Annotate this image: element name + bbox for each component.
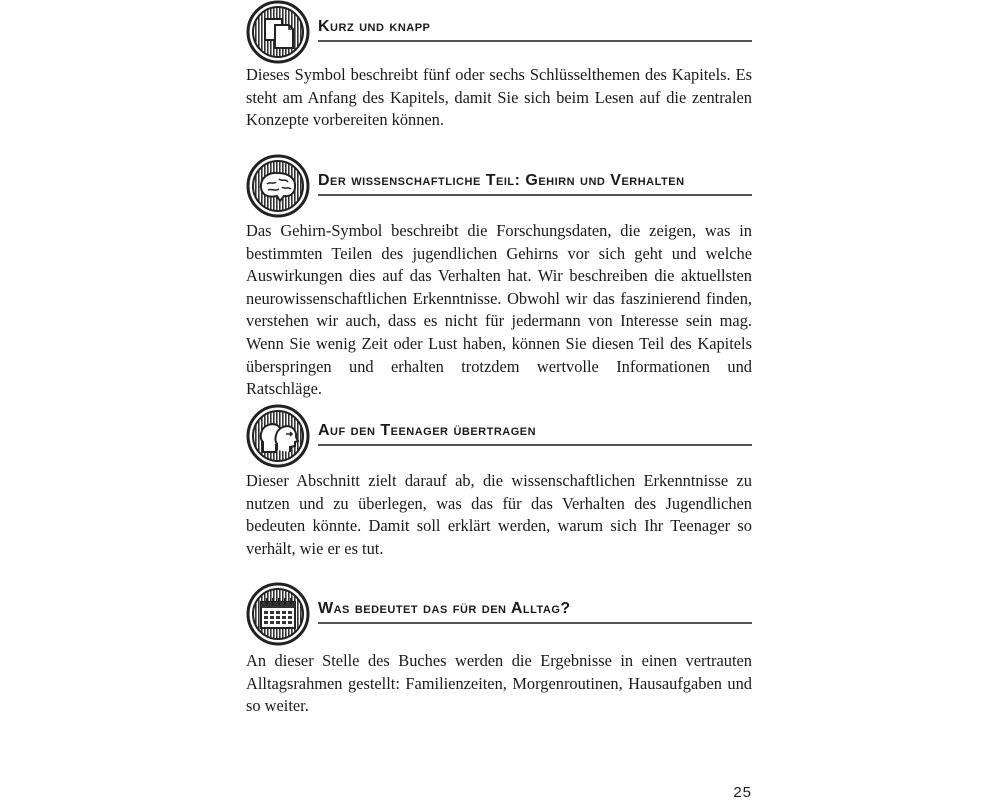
section-header <box>246 154 752 218</box>
section-header <box>246 404 752 468</box>
section-rule <box>318 444 752 446</box>
section-was-bedeutet-das <box>246 582 752 718</box>
brain-icon <box>246 154 310 218</box>
section-body: Dieser Abschnitt zielt darauf ab, die wissenschaftlichen Erkenntnisse zu nutzen und zu überlegen, was das für das Verhalten des Jugendlichen bedeuten könnte. Damit soll erklärt werden, warum sich Ihr Teenager so verhält, wie er es tut. <box>246 471 752 558</box>
section-body: Dieses Symbol beschreibt fünf oder sechs Schlüsselthemen des Kapitels. Es steht am Anfang des Kapitels, damit Sie sich beim Lesen auf die zentralen Konzepte vorbereiten können. <box>246 65 752 130</box>
section-wissenschaftlicher-teil <box>246 154 752 401</box>
section-header <box>246 582 752 646</box>
heads-icon <box>246 404 310 468</box>
section-kurz-und-knapp <box>246 0 752 132</box>
section-header <box>246 0 752 64</box>
section-rule <box>318 40 752 42</box>
section-title: Auf den Teenager übertragen <box>318 422 537 439</box>
section-body: An dieser Stelle des Buches werden die Ergebnisse in einen vertrauten Alltagsrahmen gestellt: Familienzeiten, Morgenroutinen, Hausaufgaben und so weiter. <box>246 651 752 716</box>
documents-icon <box>246 0 310 64</box>
section-auf-den-teenager <box>246 404 752 560</box>
calendar-icon <box>246 582 310 646</box>
section-title: Was bedeutet das für den Alltag? <box>318 600 571 617</box>
section-rule <box>318 622 752 624</box>
section-body: Das Gehirn-Symbol beschreibt die Forschungsdaten, die zeigen, was in bestimmten Teilen des jugendlichen Gehirns vor sich geht und welche Auswirkungen dies auf das Verhalten hat. Wir beschreiben die aktuellsten neurowissenschaftlichen Erkenntnisse. Obwohl wir das faszinierend finden, verstehen wir auch, dass es nicht für jedermann von Interesse sein mag. Wenn Sie wenig Zeit oder Lust haben, können Sie diesen Teil des Kapitels überspringen und erhalten trotzdem wertvolle Informationen und Ratschläge. <box>246 221 752 399</box>
page-number: 25 <box>733 784 752 801</box>
section-title: Kurz und knapp <box>318 18 431 35</box>
section-rule <box>318 194 752 196</box>
section-title: Der wissenschaftliche Teil: Gehirn und Verhalten <box>318 172 685 189</box>
